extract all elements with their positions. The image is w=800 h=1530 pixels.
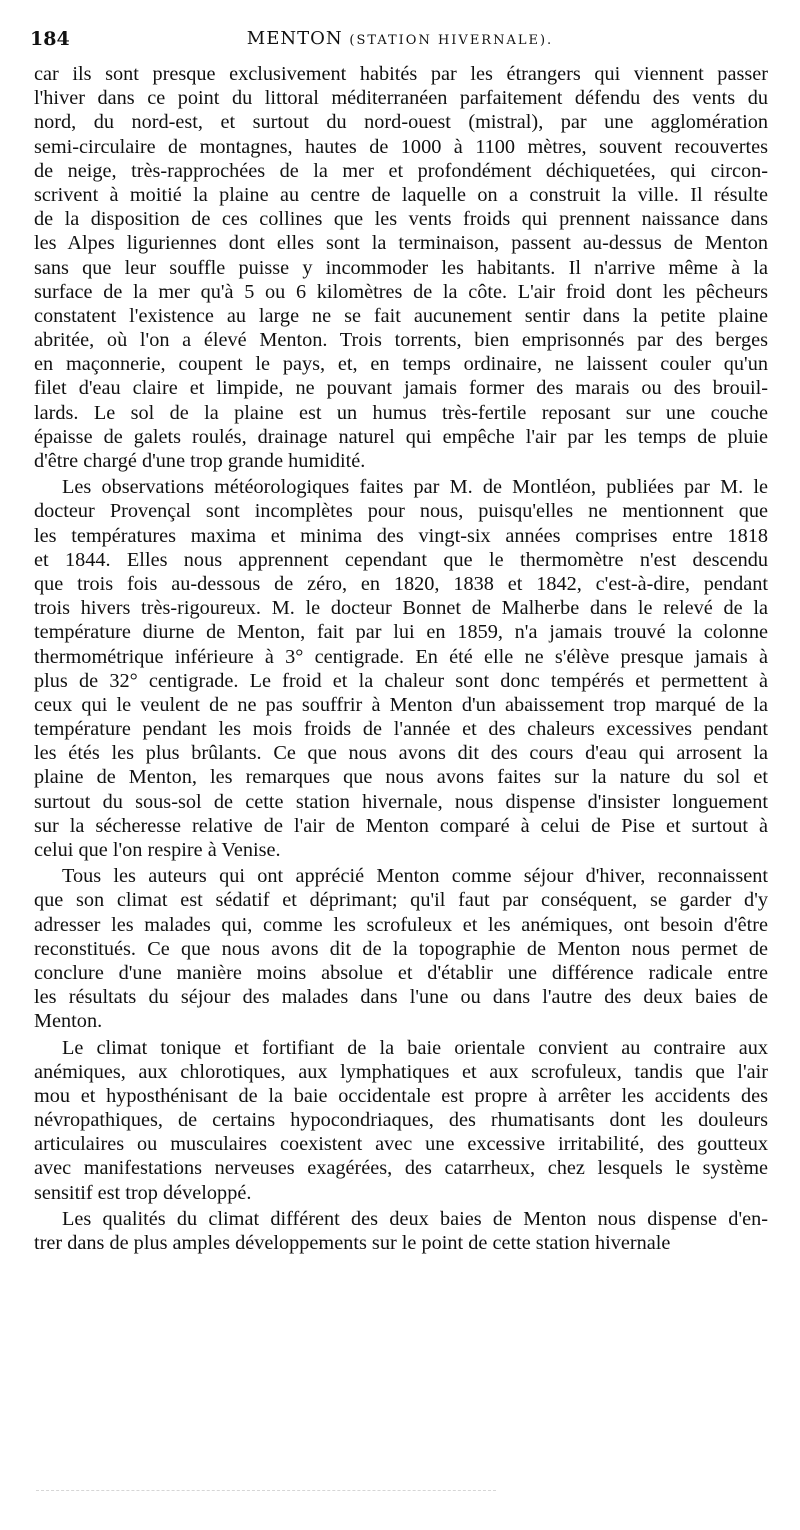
paragraph (34, 1207, 768, 1255)
text-line: température diurne de Menton, fait par lui en 1859, n'a jamais trouvé la colonne (34, 621, 768, 644)
text-line: Le climat tonique et fortifiant de la baie orientale convient au contraire aux (62, 1036, 768, 1059)
text-line: que trois fois au-dessous de zéro, en 1820, 1838 et 1842, c'est-à-dire, pendant (34, 572, 768, 595)
text-line: articulaires ou musculaires coexistent avec une excessive irritabilité, des goutteux (34, 1133, 768, 1156)
text-line: adresser les malades qui, comme les scrofuleux et les anémiques, ont besoin d'être (34, 913, 768, 936)
text-line: conclure d'une manière moins absolue et d'établir une différence radicale entre (34, 961, 768, 984)
text-line: surface de la mer qu'à 5 ou 6 kilomètres de la côte. L'air froid dont les pêcheurs (34, 280, 768, 303)
running-title (30, 28, 770, 49)
text-line: ceux qui le veulent de ne pas souffrir à Menton d'un abaissement trop marqué de la (34, 693, 768, 716)
body-text (34, 62, 768, 1255)
text-line: thermométrique inférieure à 3° centigrade. En été elle ne s'élève presque jamais à (34, 645, 768, 668)
text-line: docteur Provençal sont incomplètes pour nous, puisqu'elles ne mentionnent que (34, 500, 768, 523)
text-line: plaine de Menton, les remarques que nous avons faites sur la nature du sol et (34, 766, 768, 789)
text-line: Tous les auteurs qui ont apprécié Menton comme séjour d'hiver, reconnaissent (62, 865, 768, 888)
text-line: l'hiver dans ce point du littoral méditerranéen parfaitement défendu des vents du (34, 87, 768, 110)
text-line: reconstitués. Ce que nous avons dit de la topographie de Menton nous permet de (34, 937, 768, 960)
text-line: scrivent à moitié la plaine au centre de laquelle on a construit la ville. Il résulte (34, 183, 768, 206)
text-line: que son climat est sédatif et déprimant; qu'il faut par conséquent, se garder d'y (34, 889, 768, 912)
text-line: sur la sécheresse relative de l'air de Menton comparé à celui de Pise et surtout à (34, 814, 768, 837)
paragraph (34, 1036, 768, 1205)
page-header (30, 28, 770, 56)
text-line: les températures maxima et minima des vingt-six années comprises entre 1818 (34, 524, 768, 547)
text-line: les Alpes liguriennes dont elles sont la terminaison, passent au-dessus de Menton (34, 232, 768, 255)
footer-scan-marks (36, 1490, 496, 1497)
text-line: et 1844. Elles nous apprennent cependant que le thermomètre n'est descendu (34, 548, 768, 571)
text-line: Les qualités du climat différent des deux baies de Menton nous dispense d'en- (62, 1207, 768, 1230)
running-title-main: MENTON (246, 28, 343, 49)
text-line: car ils sont presque exclusivement habités par les étrangers qui viennent passer (34, 63, 768, 85)
text-line: les résultats du séjour des malades dans l'une ou dans l'autre des deux baies de (34, 986, 768, 1009)
paragraph (34, 475, 768, 862)
text-line: les étés les plus brûlants. Ce que nous avons dit des cours d'eau qui arrosent la (34, 742, 768, 765)
text-line: sans que leur souffle puisse y incommoder les habitants. Il n'arrive même à la (34, 256, 768, 279)
text-line: celui que l'on respire à Venise. (34, 839, 281, 861)
text-line: mou et hyposthénisant de la baie occidentale est propre à arrêter les accidents des (34, 1084, 768, 1107)
text-line: nord, du nord-est, et surtout du nord-ouest (mistral), par une agglomération (34, 111, 768, 134)
text-line: constatent l'existence au large ne se fait aucunement sentir dans la petite plaine (34, 304, 768, 327)
text-line: filet d'eau claire et limpide, ne pouvant jamais former des marais ou des brouil- (34, 377, 768, 400)
text-line: de la disposition de ces collines que les vents froids qui prennent naissance dans (34, 208, 768, 231)
text-line: trois hivers très-rigoureux. M. le docteur Bonnet de Malherbe dans le relevé de la (34, 597, 768, 620)
text-line: Menton. (34, 1010, 103, 1033)
text-line: température pendant les mois froids de l'année et des chaleurs excessives pendant (34, 718, 768, 741)
text-line: en maçonnerie, coupent le pays, et, en temps ordinaire, ne laissent couler qu'un (34, 353, 768, 376)
text-line: surtout du sous-sol de cette station hivernale, nous dispense d'insister longuement (34, 790, 768, 813)
text-line: abritée, où l'on a élevé Menton. Trois torrents, bien emprisonnés par des berges (34, 329, 768, 352)
text-line: lards. Le sol de la plaine est un humus très-fertile reposant sur une couche (34, 401, 768, 424)
text-line: avec manifestations nerveuses exagérées, des catarrheux, chez lesquels le système (34, 1157, 768, 1180)
text-line: plus de 32° centigrade. Le froid et la chaleur sont donc tempérés et permettent à (34, 669, 768, 692)
text-line: de neige, très-rapprochées de la mer et profondément déchiquetées, qui circon- (34, 159, 768, 182)
text-line: névropathiques, de certains hypocondriaques, des rhumatisants dont les douleurs (34, 1109, 768, 1132)
text-line: d'être chargé d'une trop grande humidité. (34, 450, 366, 472)
page-number: 184 (30, 28, 70, 50)
text-line: anémiques, aux chlorotiques, aux lymphatiques et aux scrofuleux, tandis que l'air (34, 1060, 768, 1083)
text-line: épaisse de galets roulés, drainage naturel qui empêche l'air par les temps de pluie (34, 425, 768, 448)
text-line: Les observations météorologiques faites par M. de Montléon, publiées par M. le (62, 476, 768, 499)
running-title-subtitle: (STATION HIVERNALE). (349, 33, 554, 48)
text-line: sensitif est trop développé. (34, 1181, 252, 1204)
paragraph (34, 864, 768, 1033)
text-line: trer dans de plus amples développements sur le point de cette station hivernale (34, 1232, 671, 1254)
text-line: semi-circulaire de montagnes, hautes de 1000 à 1100 mètres, souvent recouvertes (34, 135, 768, 158)
paragraph (34, 62, 768, 473)
